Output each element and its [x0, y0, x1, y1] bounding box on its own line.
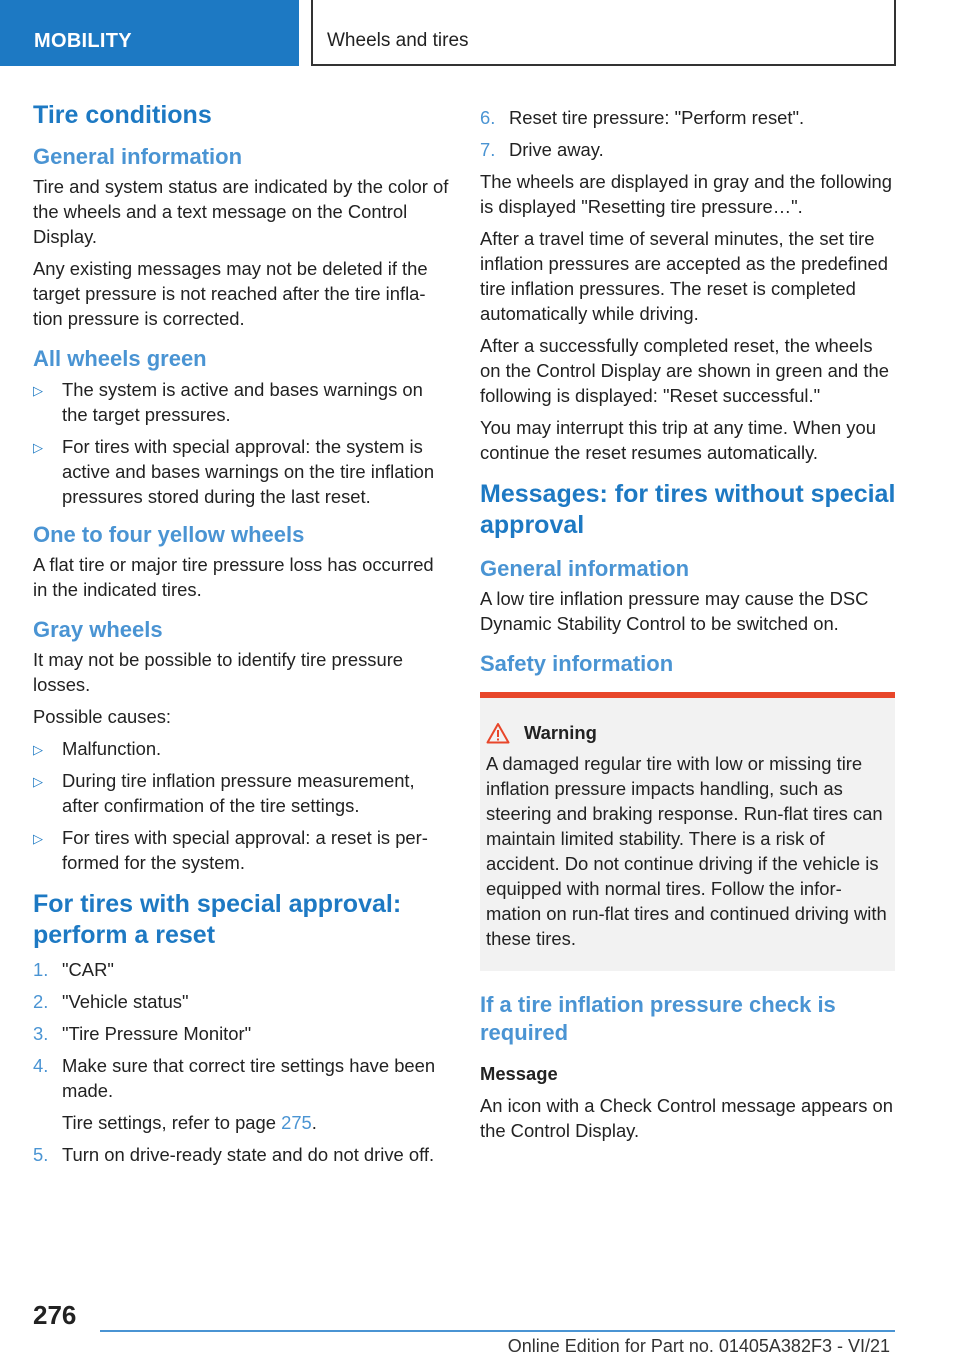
list-item: 6. Reset tire pressure: "Perform reset". — [480, 107, 805, 128]
heading-general-information-2: General information — [480, 556, 690, 581]
reset-paragraph-2: After a travel time of several minutes, the set tire inflation pressures are accepted as the predefined tire inflation pressures. The reset is completed automatically while driving. — [480, 228, 888, 324]
list-item: ▷ For tires with special approval: the system is active and bases warnings on the tire inflation pressures stored during the last reset. — [33, 436, 435, 507]
step-note: Tire settings, refer to page 275. — [62, 1112, 317, 1133]
reset-steps-continued — [480, 105, 896, 162]
heading-perform-reset: For tires with special approval: perform a reset — [33, 890, 402, 949]
warning-box — [480, 692, 895, 971]
bullet-triangle-icon: ▷ — [33, 831, 43, 846]
bullet-triangle-icon: ▷ — [33, 383, 43, 398]
heading-safety-information: Safety information — [480, 651, 674, 676]
reset-paragraph-1: The wheels are displayed in gray and the following is displayed "Resetting tire pressure…". — [480, 171, 892, 217]
message-paragraph: An icon with a Check Control message appears on the Control Display. — [480, 1095, 893, 1141]
heading-check-required: If a tire inflation pressure check is required — [480, 992, 836, 1045]
heading-gray-wheels: Gray wheels — [33, 617, 163, 642]
reset-steps-list — [33, 957, 449, 1167]
green-list — [33, 377, 449, 509]
page-reference-link[interactable]: 275 — [281, 1112, 312, 1133]
left-column — [33, 100, 449, 1174]
warning-triangle-icon — [486, 722, 510, 744]
gray-paragraph-1: It may not be possible to identify tire pressure losses. — [33, 649, 404, 695]
yellow-paragraph: A flat tire or major tire pressure loss has occurred in the indicated tires. — [33, 554, 434, 600]
heading-messages: Messages: for tires without special approval — [480, 480, 896, 539]
general-info-paragraph: A low tire inflation pressure may cause the DSC Dynamic Stability Control to be switched on. — [480, 588, 869, 634]
list-item: 1. "CAR" — [33, 959, 114, 980]
bullet-triangle-icon: ▷ — [33, 774, 43, 789]
list-item: 4. Make sure that correct tire settings have been made. Tire settings, refer to page 275. — [33, 1053, 449, 1135]
warning-text: A damaged regular tire with low or missing tire inflation pressure impacts handling, such as steering and braking response. Run-flat tires can maintain limited stability. There is a risk of accident. Do not continue driving if the vehicle is equipped with normal tires. Follow the information on run-flat tires and continued driving with these tires. — [486, 753, 887, 949]
bullet-triangle-icon: ▷ — [33, 440, 43, 455]
warning-header — [486, 720, 889, 745]
gray-paragraph-2: Possible causes: — [33, 706, 172, 727]
title-tire-conditions: Tire conditions — [33, 101, 212, 129]
general-paragraph-2: Any existing messages may not be deleted if the target pressure is not reached after the tire inflation pressure is corrected. — [33, 258, 428, 329]
list-item: 3. "Tire Pressure Monitor" — [33, 1023, 252, 1044]
edition-note: Online Edition for Part no. 01405A382F3 - VI/21 — [507, 1336, 890, 1356]
footer-divider — [100, 1330, 895, 1332]
chapter-label: Wheels and tires — [327, 30, 469, 51]
section-tab — [0, 0, 299, 66]
list-item: 2. "Vehicle status" — [33, 991, 189, 1012]
list-item: ▷ The system is active and bases warnings on the target pressures. — [33, 379, 423, 425]
chapter-tab — [311, 0, 896, 66]
heading-yellow-wheels: One to four yellow wheels — [33, 522, 305, 547]
list-item: ▷ Malfunction. — [33, 736, 449, 761]
heading-general-information: General information — [33, 144, 243, 169]
reset-paragraph-3: After a successfully completed reset, the wheels on the Control Display are shown in green and the following is displayed: "Reset successful." — [480, 335, 889, 406]
list-item: ▷ During tire inflation pressure measurement, after confirmation of the tire settings. — [33, 770, 415, 816]
general-paragraph-1: Tire and system status are indicated by the color of the wheels and a text message on the Control Display. — [33, 176, 449, 247]
right-column — [480, 105, 896, 1150]
list-item: ▷ For tires with special approval: a reset is performed for the system. — [33, 827, 428, 873]
warning-title: Warning — [524, 722, 597, 743]
reset-paragraph-4: You may interrupt this trip at any time. When you continue the reset resumes automatically. — [480, 417, 876, 463]
gray-causes-list — [33, 736, 449, 875]
list-item: 5. Turn on drive-ready state and do not drive off. — [33, 1144, 435, 1165]
list-item: 7. Drive away. — [480, 139, 604, 160]
page-header — [0, 0, 960, 66]
heading-all-wheels-green: All wheels green — [33, 346, 207, 371]
heading-message: Message — [480, 1063, 558, 1084]
section-label: MOBILITY — [34, 30, 132, 52]
page-number: 276 — [33, 1300, 77, 1330]
bullet-triangle-icon: ▷ — [33, 742, 43, 757]
